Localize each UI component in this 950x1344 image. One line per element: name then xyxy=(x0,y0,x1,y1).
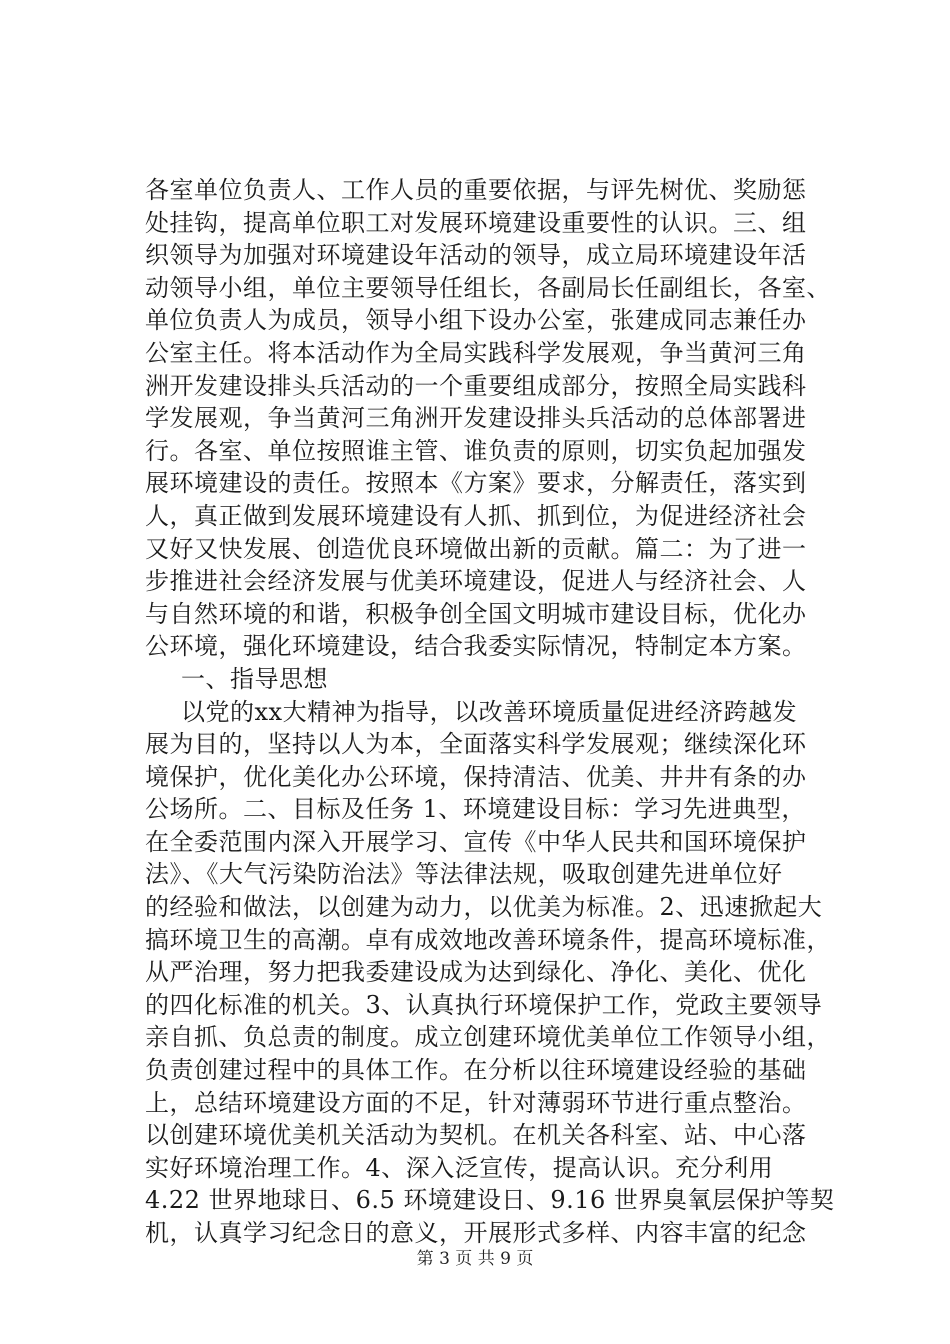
text-line: 公室主任。将本活动作为全局实践科学发展观，争当黄河三角 xyxy=(145,338,807,367)
text-line: 机，认真学习纪念日的意义，开展形式多样、内容丰富的纪念 xyxy=(145,1219,807,1247)
text-line: 单位负责人为成员，领导小组下设办公室，张建成同志兼任办 xyxy=(145,306,807,335)
text-line: 4.22 世界地球日、6.5 环境建设日、9.16 世界臭氧层保护等契 xyxy=(145,1186,835,1215)
text-line: 动领导小组，单位主要领导任组长，各副局长任副组长，各室、 xyxy=(145,273,831,302)
text-line: 在全委范围内深入开展学习、宣传《中华人民共和国环境保护 xyxy=(145,827,807,856)
text-line: 公场所。二、目标及任务 1、环境建设目标：学习先进典型， xyxy=(145,795,806,824)
text-line: 从严治理，努力把我委建设成为达到绿化、净化、美化、优化 xyxy=(145,958,807,987)
text-line: 上，总结环境建设方面的不足，针对薄弱环节进行重点整治。 xyxy=(145,1088,807,1117)
text-line: 各室单位负责人、工作人员的重要依据，与评先树优、奖励惩 xyxy=(145,176,807,204)
text-line: 实好环境治理工作。4、深入泛宣传，提高认识。充分利用 xyxy=(145,1153,774,1182)
text-line: 织领导为加强对环境建设年活动的领导，成立局环境建设年活 xyxy=(145,241,807,270)
text-line: 行。各室、单位按照谁主管、谁负责的原则，切实负起加强发 xyxy=(145,436,807,465)
text-line: 以创建环境优美机关活动为契机。在机关各科室、站、中心落 xyxy=(145,1121,807,1150)
text-line: 展为目的，坚持以人为本，全面落实科学发展观；继续深化环 xyxy=(145,730,807,759)
text-line: 境保护，优化美化办公环境，保持清洁、优美、井井有条的办 xyxy=(145,762,807,791)
text-line: 搞环境卫生的高潮。卓有成效地改善环境条件，提高环境标准， xyxy=(145,925,831,954)
text-line: 负责创建过程中的具体工作。在分析以往环境建设经验的基础 xyxy=(145,1056,807,1085)
text-line: 以党的xx大精神为指导，以改善环境质量促进经济跨越发 xyxy=(181,697,798,726)
text-line: 的四化标准的机关。3、认真执行环境保护工作，党政主要领导 xyxy=(145,990,823,1019)
text-line: 人，真正做到发展环境建设有人抓、抓到位，为促进经济社会 xyxy=(145,501,807,530)
text-line: 洲开发建设排头兵活动的一个重要组成部分，按照全局实践科 xyxy=(145,371,807,400)
text-line: 亲自抓、负总责的制度。成立创建环境优美单位工作领导小组， xyxy=(145,1023,831,1052)
text-line: 学发展观，争当黄河三角洲开发建设排头兵活动的总体部署进 xyxy=(145,404,807,433)
text-line: 公环境，强化环境建设，结合我委实际情况，特制定本方案。 xyxy=(145,632,807,661)
text-line: 的经验和做法，以创建为动力，以优美为标准。2、迅速掀起大 xyxy=(145,893,823,922)
page-number-footer: 第 3 页 共 9 页 xyxy=(416,1249,534,1269)
document-body xyxy=(145,174,845,1250)
text-line: 展环境建设的责任。按照本《方案》要求，分解责任，落实到 xyxy=(145,469,807,498)
text-line: 步推进社会经济发展与优美环境建设，促进人与经济社会、人 xyxy=(145,567,807,596)
text-line: 法》、《大气污染防治法》等法律法规，吸取创建先进单位好 xyxy=(145,860,783,889)
text-line: 与自然环境的和谐，积极争创全国文明城市建设目标，优化办 xyxy=(145,599,807,628)
section-heading: 一、指导思想 xyxy=(181,664,328,693)
text-line: 处挂钩，提高单位职工对发展环境建设重要性的认识。三、组 xyxy=(145,208,807,237)
text-line: 又好又快发展、创造优良环境做出新的贡献。篇二：为了进一 xyxy=(145,534,807,563)
